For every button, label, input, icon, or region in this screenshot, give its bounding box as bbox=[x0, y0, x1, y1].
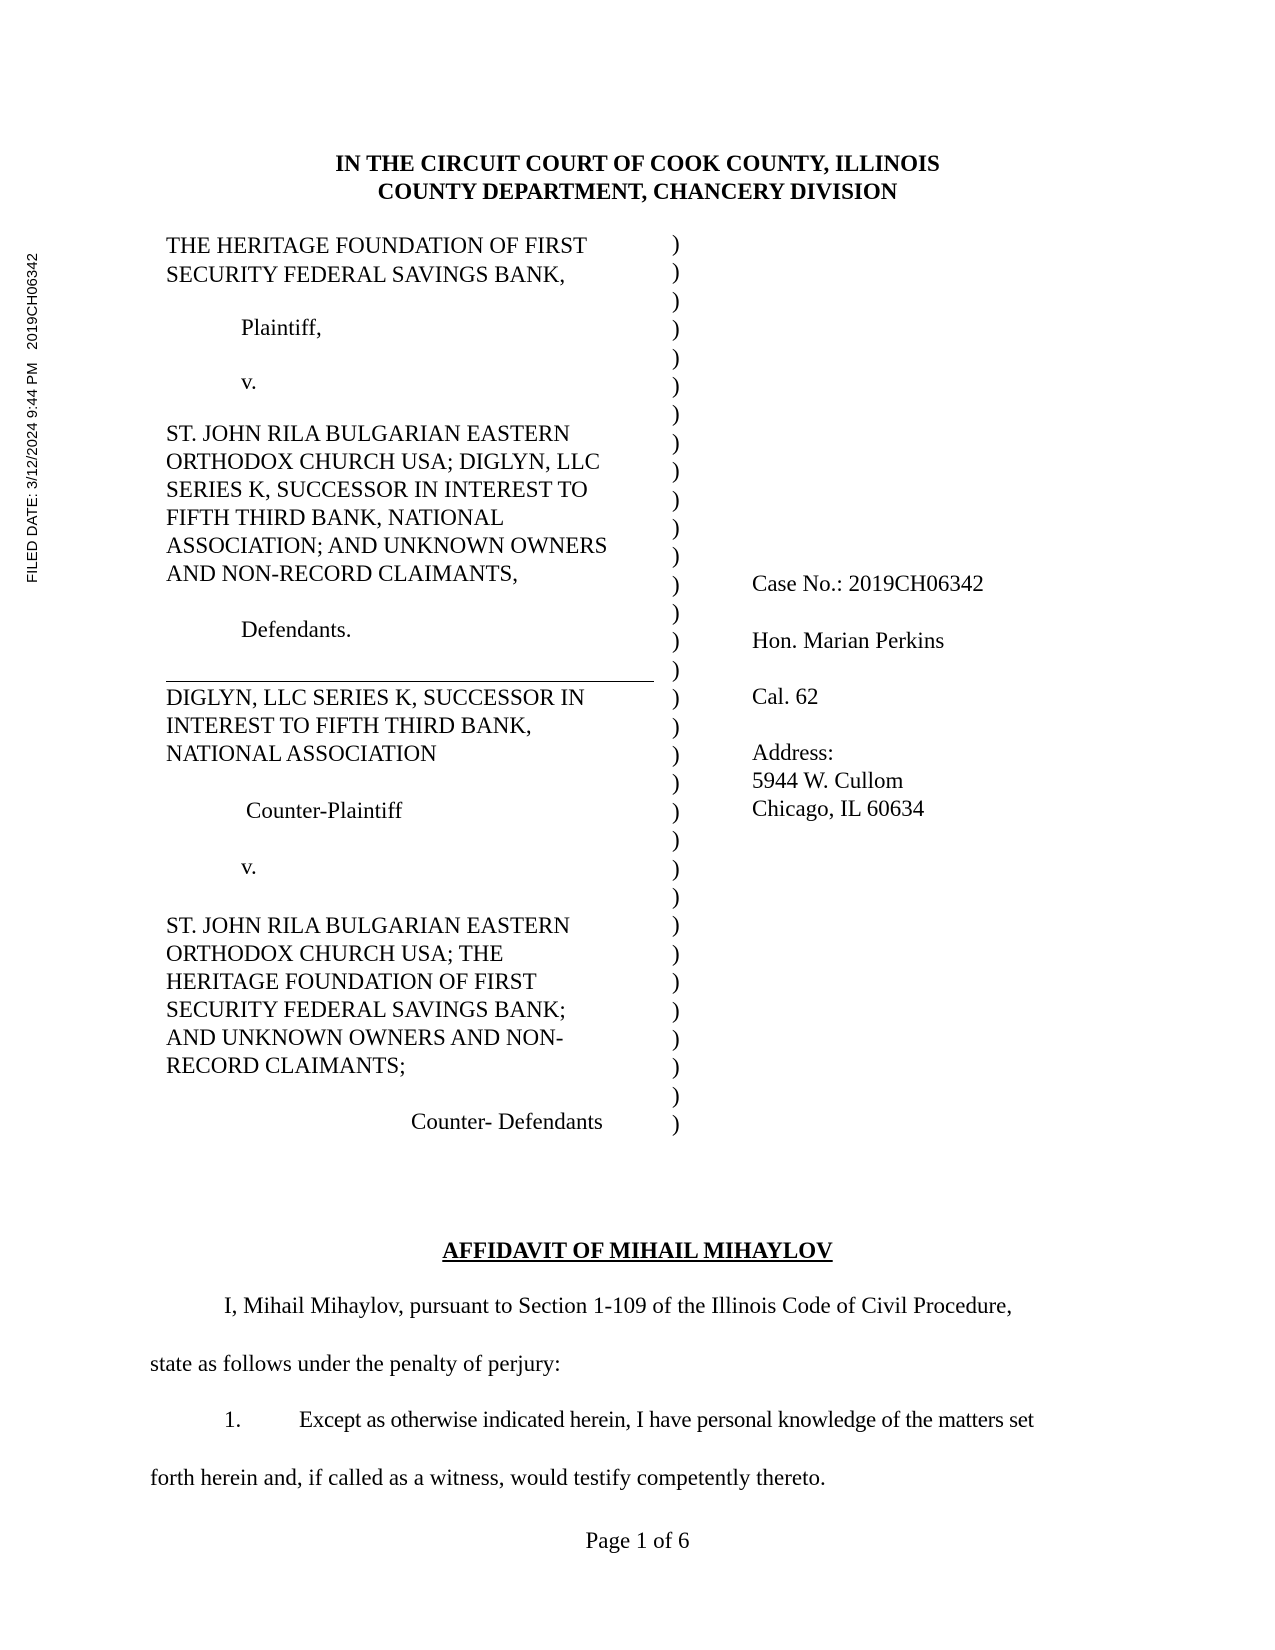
caption-paren: ) bbox=[672, 543, 680, 569]
caption-paren: ) bbox=[672, 855, 680, 881]
caption-divider bbox=[166, 681, 654, 682]
counter-defendant-line3: HERITAGE FOUNDATION OF FIRST bbox=[166, 969, 537, 994]
caption-paren: ) bbox=[672, 713, 680, 739]
address-line2: Chicago, IL 60634 bbox=[752, 796, 925, 821]
defendant-name-line2: ORTHODOX CHURCH USA; DIGLYN, LLC bbox=[166, 449, 600, 474]
caption-paren: ) bbox=[672, 287, 680, 313]
caption-paren: ) bbox=[672, 969, 680, 995]
caption-paren: ) bbox=[672, 344, 680, 370]
caption-paren: ) bbox=[672, 1082, 680, 1108]
plaintiff-name-line1: THE HERITAGE FOUNDATION OF FIRST bbox=[166, 233, 588, 258]
caption-paren: ) bbox=[672, 231, 680, 256]
caption-paren: ) bbox=[672, 656, 680, 682]
para1-line2: forth herein and, if called as a witness, would testify competently thereto. bbox=[150, 1465, 826, 1490]
caption-paren: ) bbox=[672, 997, 680, 1023]
caption-paren: ) bbox=[672, 940, 680, 966]
caption-paren: ) bbox=[672, 316, 680, 342]
defendant-role: Defendants. bbox=[241, 617, 352, 642]
counter-plaintiff-line3: NATIONAL ASSOCIATION bbox=[166, 741, 437, 766]
filed-date-stamp: FILED DATE: 3/12/2024 9:44 PM 2019CH06342 bbox=[24, 253, 41, 583]
defendant-name-line6: AND NON-RECORD CLAIMANTS, bbox=[166, 561, 519, 586]
caption-paren: ) bbox=[672, 600, 680, 626]
counter-plaintiff-line2: INTEREST TO FIFTH THIRD BANK, bbox=[166, 713, 532, 738]
caption-paren: ) bbox=[672, 770, 680, 796]
caption-paren: ) bbox=[672, 742, 680, 768]
para1-number: 1. bbox=[224, 1407, 242, 1432]
page-number: Page 1 of 6 bbox=[585, 1528, 690, 1553]
caption-paren: ) bbox=[672, 1025, 680, 1051]
counter-defendant-role: Counter- Defendants bbox=[411, 1109, 603, 1134]
affidavit-title: AFFIDAVIT OF MIHAIL MIHAYLOV bbox=[442, 1238, 833, 1263]
counter-defendant-line4: SECURITY FEDERAL SAVINGS BANK; bbox=[166, 997, 566, 1022]
court-title-line2: COUNTY DEPARTMENT, CHANCERY DIVISION bbox=[377, 179, 898, 204]
counter-defendant-line1: ST. JOHN RILA BULGARIAN EASTERN bbox=[166, 913, 570, 938]
caption-paren: ) bbox=[672, 827, 680, 853]
caption-paren: ) bbox=[672, 1054, 680, 1080]
defendant-name-line3: SERIES K, SUCCESSOR IN INTEREST TO bbox=[166, 477, 588, 502]
caption-paren: ) bbox=[672, 401, 680, 427]
versus-1: v. bbox=[241, 369, 257, 394]
caption-paren: ) bbox=[672, 514, 680, 540]
counter-defendant-line6: RECORD CLAIMANTS; bbox=[166, 1053, 406, 1078]
caption-paren: ) bbox=[672, 798, 680, 824]
plaintiff-role: Plaintiff, bbox=[241, 315, 322, 340]
judge-name: Hon. Marian Perkins bbox=[752, 628, 945, 653]
intro-line2: state as follows under the penalty of perjury: bbox=[150, 1351, 561, 1376]
counter-plaintiff-role: Counter-Plaintiff bbox=[246, 798, 403, 823]
address-line1: 5944 W. Cullom bbox=[752, 768, 904, 793]
intro-line1: I, Mihail Mihaylov, pursuant to Section 1-109 of the Illinois Code of Civil Procedure, bbox=[224, 1293, 1013, 1318]
caption-paren: ) bbox=[672, 372, 680, 398]
plaintiff-name-line2: SECURITY FEDERAL SAVINGS BANK, bbox=[166, 262, 566, 287]
counter-defendant-line5: AND UNKNOWN OWNERS AND NON- bbox=[166, 1025, 564, 1050]
versus-2: v. bbox=[241, 854, 257, 879]
caption-paren: ) bbox=[672, 458, 680, 484]
defendant-name-line5: ASSOCIATION; AND UNKNOWN OWNERS bbox=[166, 533, 608, 558]
case-number: Case No.: 2019CH06342 bbox=[752, 571, 984, 596]
caption-paren-column bbox=[672, 230, 688, 1139]
caption-paren: ) bbox=[672, 685, 680, 711]
caption-paren: ) bbox=[672, 628, 680, 654]
caption-paren: ) bbox=[672, 883, 680, 909]
counter-defendant-line2: ORTHODOX CHURCH USA; THE bbox=[166, 941, 504, 966]
caption-paren: ) bbox=[672, 429, 680, 455]
caption-paren: ) bbox=[672, 259, 680, 285]
caption-paren: ) bbox=[672, 571, 680, 597]
address-label: Address: bbox=[752, 740, 834, 765]
defendant-name-line1: ST. JOHN RILA BULGARIAN EASTERN bbox=[166, 421, 570, 446]
defendant-name-line4: FIFTH THIRD BANK, NATIONAL bbox=[166, 505, 505, 530]
calendar-number: Cal. 62 bbox=[752, 684, 819, 709]
counter-plaintiff-line1: DIGLYN, LLC SERIES K, SUCCESSOR IN bbox=[166, 685, 585, 710]
para1-line1: Except as otherwise indicated herein, I have personal knowledge of the matters set bbox=[299, 1407, 1034, 1432]
caption-paren: ) bbox=[672, 486, 680, 512]
caption-paren: ) bbox=[672, 912, 680, 938]
caption-paren: ) bbox=[672, 1111, 680, 1137]
court-title-line1: IN THE CIRCUIT COURT OF COOK COUNTY, ILLINOIS bbox=[335, 151, 940, 176]
